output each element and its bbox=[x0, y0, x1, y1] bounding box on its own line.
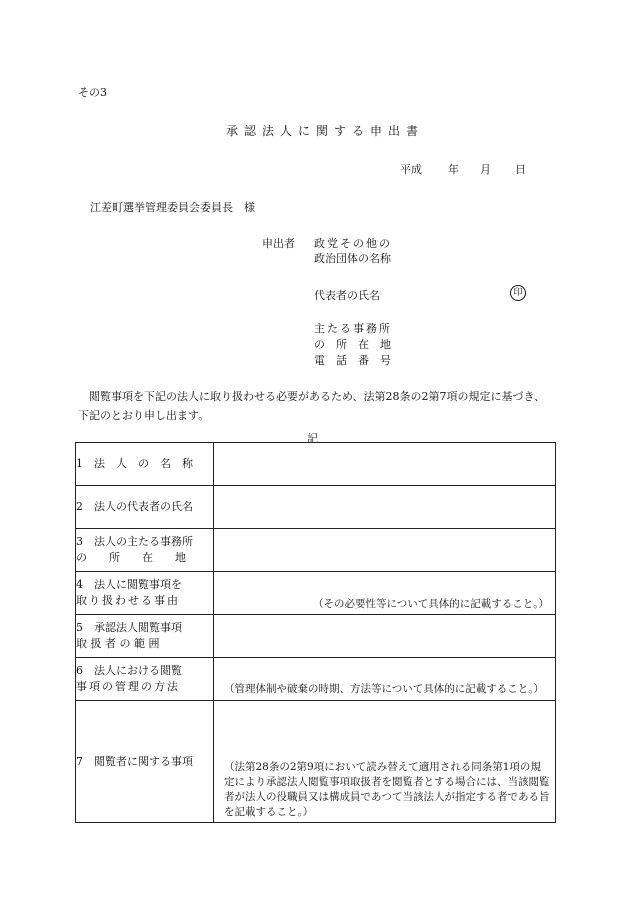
office-label-2: の 所 在 地 bbox=[314, 338, 391, 351]
handler-range-field[interactable] bbox=[214, 615, 556, 658]
details-table bbox=[75, 442, 556, 823]
ki-heading: 記 bbox=[307, 432, 318, 445]
body-text: 閲覧事項を下記の法人に取り扱わせる必要があるため、法第28条の2第7項の規定に基づき、下記のとおり申し出ます。 bbox=[78, 390, 546, 422]
date-month: 月 bbox=[480, 163, 491, 176]
table-row bbox=[76, 658, 556, 701]
table-row bbox=[76, 486, 556, 529]
row-label bbox=[76, 615, 214, 658]
row-label bbox=[76, 443, 214, 486]
table-row bbox=[76, 572, 556, 615]
name-field[interactable] bbox=[214, 443, 556, 486]
reason-note: （その必要性等について具体的に記載すること。） bbox=[312, 598, 549, 610]
date-era: 平成 bbox=[400, 163, 422, 176]
table-row bbox=[76, 701, 556, 823]
row-label bbox=[76, 486, 214, 529]
viewer-field[interactable] bbox=[214, 701, 556, 823]
form-number: その3 bbox=[78, 86, 107, 99]
row-label-line: 6 法人における閲覧 bbox=[76, 664, 182, 677]
seal-mark: 印 bbox=[510, 285, 526, 301]
row-label-line: の 所 在 地 bbox=[76, 551, 186, 564]
row-label-line: 7 閲覧者に関する事項 bbox=[76, 754, 193, 768]
org-name-label-2: 政治団体の名称 bbox=[314, 252, 391, 265]
table-row bbox=[76, 615, 556, 658]
office-label-1: 主たる事務所 bbox=[314, 322, 392, 335]
org-name-label-1: 政党その他の bbox=[314, 237, 392, 250]
management-note: （管理体制や破棄の時期、方法等について具体的に記載すること。） bbox=[224, 683, 545, 695]
table-row bbox=[76, 443, 556, 486]
row-label-line: 3 法人の主たる事務所 bbox=[76, 535, 193, 548]
row-label-line: 2 法人の代表者の氏名 bbox=[76, 500, 193, 513]
phone-label: 電 話 番 号 bbox=[314, 354, 391, 367]
row-label-line: 1 法 人 の 名 称 bbox=[76, 457, 193, 470]
row-label-line: 取 扱 者 の 範 囲 bbox=[76, 637, 160, 650]
office-field[interactable] bbox=[214, 529, 556, 572]
reason-field[interactable] bbox=[214, 572, 556, 615]
row-label bbox=[76, 572, 214, 615]
table-row bbox=[76, 529, 556, 572]
row-label-line: 5 承認法人閲覧事項 bbox=[76, 621, 182, 634]
row-label bbox=[76, 529, 214, 572]
row-label-line: 4 法人に閲覧事項を bbox=[76, 578, 182, 591]
date-day: 日 bbox=[515, 163, 526, 176]
representative-field[interactable] bbox=[214, 486, 556, 529]
row-label bbox=[76, 701, 214, 823]
row-label-line: 事項の管理の方法 bbox=[76, 680, 180, 693]
rep-name-label: 代表者の氏名 bbox=[314, 289, 380, 302]
addressee: 江差町選挙管理委員会委員長 様 bbox=[90, 201, 255, 214]
applicant-label: 申出者 bbox=[262, 237, 295, 250]
viewer-note: （法第28条の2第9項において読み替えて適用される同条第1項の規定により承認法人閲覧事項取扱者を閲覧者とする場合には、当該閲覧者が法人の役職員又は構成員であつて当該法人が指定する者である旨を記載すること。） bbox=[224, 761, 550, 818]
date-year: 年 bbox=[448, 163, 459, 176]
row-label-line: 取り扱わせる事由 bbox=[76, 594, 180, 607]
management-field[interactable] bbox=[214, 658, 556, 701]
row-label bbox=[76, 658, 214, 701]
form-title: 承認法人に関する申出書 bbox=[226, 124, 425, 138]
